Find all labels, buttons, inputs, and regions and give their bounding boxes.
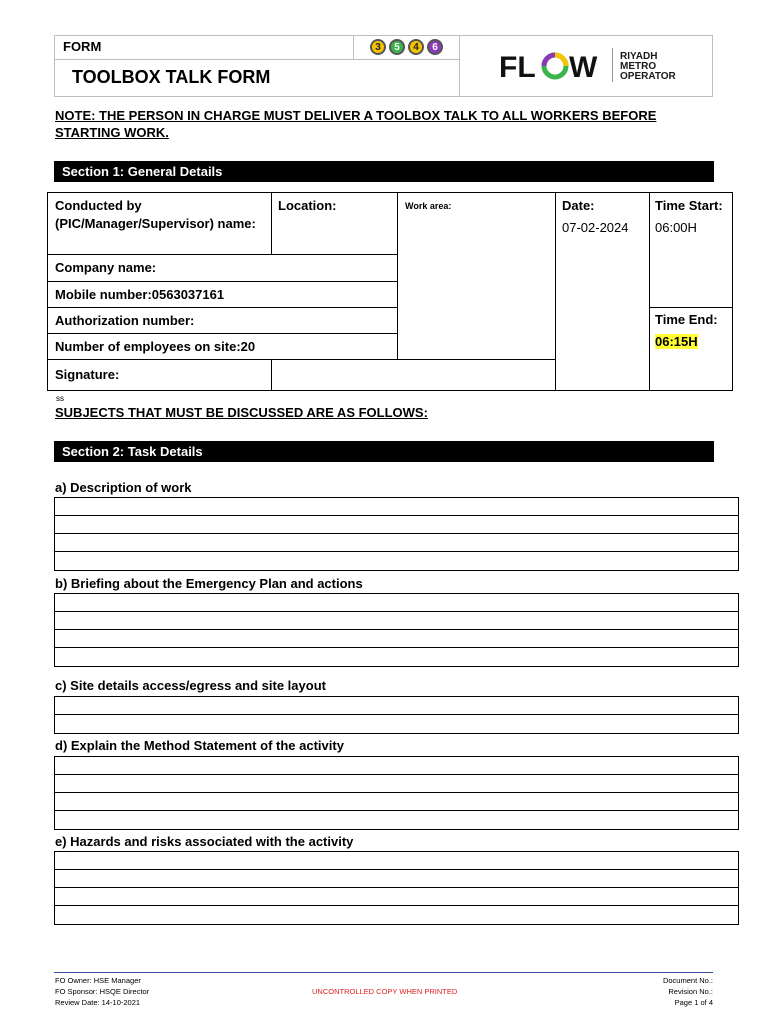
item-b-label: b) Briefing about the Emergency Plan and actions [55, 576, 363, 591]
employees-label: Number of employees on site:20 [55, 339, 256, 354]
line-badge-6: 6 [427, 39, 443, 55]
page-title: TOOLBOX TALK FORM [72, 67, 271, 87]
header-divider [354, 60, 460, 97]
signature-label: Signature: [55, 367, 120, 382]
item-d-label: d) Explain the Method Statement of the activity [55, 738, 344, 753]
subjects-heading: SUBJECTS THAT MUST BE DISCUSSED ARE AS FOLLOWS: [55, 405, 428, 420]
line-badge-3: 3 [370, 39, 386, 55]
company-name-label: Company name: [55, 260, 157, 275]
logo-subtitle: RIYADH METRO OPERATOR [620, 51, 676, 82]
svg-text:W: W [569, 51, 598, 84]
note-text: NOTE: THE PERSON IN CHARGE MUST DELIVER A TOOLBOX TALK TO ALL WORKERS BEFORE STARTING WORK. [55, 108, 657, 140]
line-badge-5: 5 [389, 39, 405, 55]
general-details-table [47, 192, 733, 391]
stray-text: ss [56, 394, 64, 403]
footer-rule [54, 972, 713, 973]
date-label: Date: [562, 198, 595, 213]
svg-text:FL: FL [499, 51, 536, 84]
item-a-lines[interactable] [54, 497, 739, 571]
footer-right: Document No.: Revision No.: Page 1 of 4 [662, 976, 713, 1007]
item-b-lines[interactable] [54, 593, 739, 667]
metro-lines-badges [354, 35, 460, 60]
time-end-value: 06:15H [655, 334, 698, 349]
item-d-lines[interactable] [54, 756, 739, 830]
authorization-number-label: Authorization number: [55, 313, 195, 328]
item-e-lines[interactable] [54, 851, 739, 925]
uncontrolled-copy-notice: UNCONTROLLED COPY WHEN PRINTED [312, 987, 458, 996]
item-c-lines[interactable] [54, 696, 739, 734]
mobile-number-label: Mobile number:0563037161 [55, 287, 225, 302]
conducted-by-label: Conducted by (PIC/Manager/Supervisor) name: [55, 198, 256, 231]
item-c-label: c) Site details access/egress and site layout [55, 678, 326, 693]
line-badge-4: 4 [408, 39, 424, 55]
time-start-label: Time Start: [655, 198, 723, 213]
location-label: Location: [278, 198, 337, 213]
time-end-label: Time End: [655, 312, 718, 327]
section2-title: Section 2: Task Details [54, 441, 714, 462]
footer-left: FO Owner: HSE Manager FO Sponsor: HSQE Director Review Date: 14-10-2021 [55, 976, 150, 1007]
flow-logo-icon [497, 46, 609, 86]
item-a-label: a) Description of work [55, 480, 192, 495]
date-value: 07-02-2024 [562, 220, 629, 235]
work-area-label: Work area: [405, 201, 452, 211]
time-start-value: 06:00H [655, 220, 697, 235]
form-label: FORM [54, 35, 354, 60]
item-e-label: e) Hazards and risks associated with the activity [55, 834, 354, 849]
section1-title: Section 1: General Details [54, 161, 714, 182]
flow-logo [497, 46, 687, 86]
